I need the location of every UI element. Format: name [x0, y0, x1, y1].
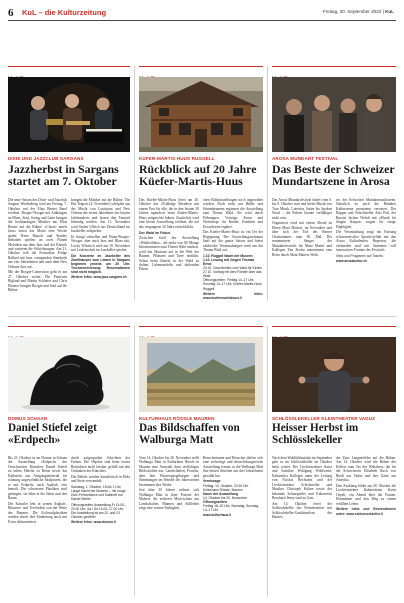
column-divider: [267, 66, 268, 300]
section-title: KuL – die Kulturzeitung: [22, 8, 107, 17]
body-column-left: Das Küefer-Martis-Huus feiert am 20. Oktober das 20-jährige Bestehen mit einem Fest für alle, die in den letzten 20 Jahren irgendwie beim Küefer-Martis-Huus mitgewirkt haben. Zusätzlich wird eine kleine Ausstellung eröffnet, die auf das vergangene 20 Jahre zurückblickt. Der Wald im Fokus Zwischen Stoff der Ausstellung «Waldwildnis», die mehr von 80 Menge Informationen zum Thema Wald umfasst, wird das Museum auf in die Welt der Bäume, Pflanzen und Tiere entführt. Schon beim Eintritt in der Wald zu duften, Lebensmitteln und duftenden Pilzen.: [139, 198, 199, 272]
photo-theatre-performer: [272, 337, 396, 412]
article-arosa-mundart: [272, 66, 396, 300]
article-body: [272, 198, 396, 298]
kultour-label: [139, 66, 263, 75]
body-column-right: chen Bildausstellungen noch angeordnet werden. Doch nicht nur Bilder und Stimmbrunnen ergänzen die Ausstellung zum Thema Wald. Sie wird durch Führungen, Vorträge, Kurse und Workshops für Kinder, Familien und Erwachsene ergänzt. Das Küefer-Martis-Huus ist ein Ort der Begegnung. Der Ausstellungszeitraum läuft auf die ganze Saison und bietet zahlreiche Veranstaltungen rund um das Thema Wald auf. 1.10. Ruggell Nacht der Museen 1.10. Lesung mit Jürgen Thomas Ernst 23.10. Geschichten vom Wald für Kinder 27.10. Vortrag mit dem Förster über das Wald Öffnungszeiten: Freitag 14–17 Uhr, Sonntag 14–17 Uhr, Küefer-Martis-Huus Ruggell Weitere Infos: www.kuefermartishuus.li: [203, 198, 263, 301]
kultour-label: [139, 326, 263, 335]
body-column-left: Die neue Saison des Dixie- und Jazzclub Sargans Werdenberg wird am Freitag, 7. Oktober, mit der Elias Bernet Band eröffnet. Boogie-Woogie mit Anklängen an Blues, Soul, Swing und Latin bringen die hochkarätigen Musiker um Elias Bernet auf die Bühne. «Classic meets Jazz» heisst das Motto eine Woche später. Rene Bausch und Stanley Imboden spielen an zwei Flanen Melodien aus dem Jazz und der Klassik und variieren die Stilrichtungen. Am 21. Oktober teilt die Formation Fridge Ballard mit Jazz, swingenden Standards aus vier Jahrzehnten und auch dem New Orleans Jazz auf. Mit der Boogie-Connection geht es am 27. Oktober weiter. Die Pianisten Rigland und Martin Schlatter und Chris Ebneter bringen Boogie und Soul auf die Bühne.: [8, 198, 67, 293]
issue-date: Freitag, 30. September 2022 | KuL: [322, 9, 394, 14]
article-body: [139, 198, 263, 301]
kultour-label: [272, 66, 396, 75]
kultour-label: [272, 326, 396, 335]
article-body: [139, 456, 263, 596]
article-schloesslekeller: [272, 326, 396, 598]
article-headline: Heisser Herbst im Schlösslekeller: [272, 422, 359, 446]
article-body: [8, 198, 130, 298]
header-rule: [8, 20, 396, 21]
kultour-label: [8, 326, 130, 335]
article-headline: Rückblick auf 20 Jahre Küefer-Martis-Huus: [139, 162, 257, 189]
photo-asphalt-sculpture: [8, 337, 130, 412]
article-headline: Daniel Stiefel zeigt «Erdpech»: [8, 422, 97, 446]
article-body: [8, 456, 130, 596]
body-column-left: Vom 14. Oktober bis 20. November stellt Walburga Matt in Kulturhaus Rössle in Mauren eine Auswahl ihrer vielfältigen Bildschaffen aus. Landschaften, Porträts, aber hier Wasserspiegelungen und Stimmungen im Wandel der Jahreszeiten bestimmen ihre Werke. Seit über 30 Jahren widmet sich Walburga Matt in ihrer Freizeit der Malerei. Ihr zeitloser Motivschatz aus Landschaften, Blumen und Stillleben zeigt eine warme Farbigkeit.: [139, 456, 199, 511]
kultour-label: [8, 66, 130, 75]
body-column-right: bringen die Musiker auf die Bühne. The Hot Teapots (4. November) schöpfen aus der Musik von Louisiana und New Orleans der ersten Jahrzehnte des letzten Jahrhunderts und lassen den Tanzstil lebendig werden. Am 11. November wird Stefan Ullrich aus Deutschland im Jazzkeller aufspielen. Er bringt schnellen und Piano-Boogie-Woogie, aber auch Jazz und Blues mit. Lucky Wüstrich wird am 18. November mit Leidenschaft im Jazzkeller spielen. Die Konzerte im Jazzkeller des Zunfthauses zum Löwen in Sargans beginnen jeweils um 20 Uhr. Tischreservierung: Reservationen sind nicht möglich. Weitere Infos: www.jazz-sargans.ch: [71, 198, 130, 280]
article-headline: Jazzherbst in Sargans startet am 7. Oktober: [8, 162, 119, 189]
article-headline: Das Bildschaffen von Walburga Matt: [139, 422, 240, 446]
photo-festival-performers: [272, 77, 396, 152]
article-kuefer-martis-huus: [139, 66, 263, 300]
photo-landscape-painting: [139, 337, 263, 412]
article-kicker: DIXIE UND JAZZCLUB SARGANS: [8, 156, 84, 161]
column-divider: [267, 326, 268, 596]
article-kicker: AROSA MUNDART FESTIVAL: [272, 156, 339, 161]
body-column-right: der Zeus Langenfelder auf die Bühne. Am 14. Oktober wird die Bühne des Kellers zum Ort des Weltalters, die für die Schweizerin Elisabeth Ruch von Rietli aus Vaduz und ihre Gäste aus Amerika. Den Ausklang bildet am 28. Oktober die Liechtensteiner Kabarettistin Karin Ospelt, ein Abend über die Frauen, Ehemänner und den Weg zu einem erfüllten Leben. Weitere Infos und Reservationen unter: www.schloesslekeller.li: [336, 456, 396, 516]
body-column-left: Nach dem Wohlfühlauftakt im September geht es im Schlösslekeller im Oktober heiss weiter. Der Liechtensteiner Autor und Satiriker Wolfgang Wohlwend, Kabarettist Kollegen unter der Leitung von Nicolas Bechstein und der Liechtensteiner Schriftsteller und Musiker Christoph Kühne sowie der bekannte Schauspieler und Kabarettist Bernhard Jenny sind zu Gast. Am 14. Oktober feiert der Schlösslekeller das Premierenfest mit Schlösslekeller-Gastkünstlern des Hauses.: [272, 456, 332, 520]
row-divider: [8, 316, 396, 317]
article-walburga-matt: [139, 326, 263, 598]
article-kicker: DOMUS SCHAAN: [8, 416, 48, 421]
body-column-left: Das Arosa Mundartfestival findet vom 6. bis 9. Oktober statt und bietet Musik von Trau Musik, Literatur, Satire bis Spoken Word – die Palette könnte vielfältiger nicht sein. Organisiert wird mit einem Abend zu Ehren Mani Matters, im November und über sich der Tod des Berner Chansonniers zum 50. Mal. Der renommierte Sänger des Mundartfestivals für Mani Matter und Kollegen Tim Krohn unternimmt eine Reise durch Mani Matters Werk.: [272, 198, 332, 257]
article-erdpech: [8, 326, 130, 598]
article-kicker: KULTURHAUS RÖSSLE MAUREN: [139, 416, 215, 421]
page-number: 6: [8, 7, 14, 19]
column-divider: [134, 66, 135, 300]
photo-jazz-musicians: [8, 77, 130, 152]
body-column-right: ter, der Schweizer Mundartmusikszene. Natürlich ist auch die Bündner Kulturszene prominent vertreten. Der Rapper und Schriftsteller Adri Pali, der Bassist Jachen Wehrli mit «Musik für Singen Kaspar» sorgen für einige Highlights. Die Veranstaltung zeigt ein Fassung schweizerischer Sprachvielfalt mit den Arosa Kulturleuten Reporten, die verbunden sind mit Ambiente voll innovativen Formen des Festivals. Infos und Programm auf Tickets: www.arosakultur.ch: [336, 198, 396, 264]
body-column-left: Bis 23. Oktober ist im Domus in Schaan die Ausstellung «Erdpech» des Ostschweizer Künstlers Daniel Stiefel zu sehen. Hierfür ist Beton sowie das Kalkstein aus Ausgangsmaterial für schaurig ungewöhnliche Skulpturen, die er mit Erdpech, auch Asphalt, rein bemalt. Die schwarzen Plastiken sind gefangen, sie führt in die Natur und den Raum. Der Künstler lebt in seinen Asphalt-, Bitumen- und Teerfarben von der Weite des Raumes. Die Kolossalplastiken werden durch ihre Einbettung auch mit Fotos dokumentiert.: [8, 456, 67, 524]
article-kicker: KÜFER-MARTIS-HUUS RUGGELL: [139, 156, 215, 161]
article-jazzherbst: [8, 66, 130, 300]
page-header: [0, 0, 404, 22]
photo-wooden-house: [139, 77, 263, 152]
article-kicker: SCHLÖSSLEKELLER KLEINTHEATER VADUZ: [272, 416, 376, 421]
article-body: [272, 456, 396, 596]
body-column-right: Besucherinnen und Besucher dürfen sich eine vielseitige und abwechslungsreiche Ausstellung freuen, in die Walburga Matt ihre besten Arbeiten aus drei Jahrzehnten gewählt hat. Vernissage Freitag, 14. Oktober, 19.30 Uhr Kulturhaus Rössle, Mauren Dauer der Ausstellung 14. Oktober bis 20. November Öffnungszeiten Freitag 18–20 Uhr, Samstag, Sonntag 14–17 Uhr www.kulturhaus.li: [203, 456, 263, 518]
article-headline: Das Beste der Schweizer Mundartszene in Arosa: [272, 162, 395, 189]
body-column-right: durch aufgesprühte Schichten der Farben. Die Objekte sind beim ersten Betrachten nicht fassbar, gefüllt mit den Gedanken des Künstlers. Die Reliefs werden künstlerisch in Holz und Stein verwandelt. Samstag, 1. Oktober, 18 bis 1 Uhr, Lange Nacht der Museen – mit rouge-Holz-Performance und Kabinett von Daniel Stiefel Öffnungszeiten Ausstellung Fr 14.00–20.00 Uhr, Sa / So 14.00–17.00 Uhr. Die Ausstellung ist am 22. und 23. Oktober geöffnet Weitere Infos: www.domus.li: [71, 456, 130, 525]
column-divider: [134, 326, 135, 596]
